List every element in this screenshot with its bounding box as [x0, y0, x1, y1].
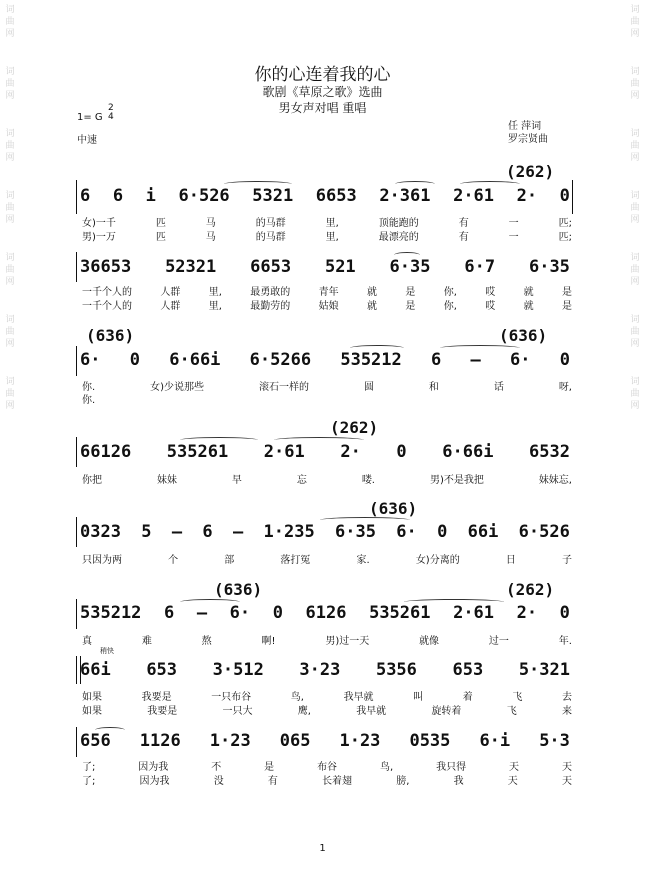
note-group: 6·i [479, 731, 511, 751]
song-title: 你的心连着我的心 [254, 65, 391, 85]
watermark-char: 曲 [5, 79, 15, 89]
bar-line [76, 599, 77, 629]
lyric: 青年 [318, 287, 339, 298]
lyric: 鸟, [379, 762, 394, 773]
lyric: 女)分离的 [415, 555, 460, 566]
slur-arc [95, 727, 125, 733]
lyric: 啊! [261, 636, 276, 647]
watermark-char: 词 [5, 5, 15, 15]
lyric: 一 [508, 218, 519, 229]
time-signature-top: 2 [108, 103, 114, 113]
lyric: 了; [82, 776, 96, 787]
chord-marking: (262) [506, 580, 555, 599]
lyric: 最勤劳的 [250, 301, 291, 312]
watermark-char: 网 [630, 401, 640, 411]
song-subtitle: 歌剧《草原之歌》选曲 [262, 85, 383, 99]
lyric: 有 [458, 232, 469, 243]
lyric: 圆 [363, 382, 374, 393]
lyric: 喽. [361, 475, 375, 486]
lyric: 只因为两 [82, 555, 122, 566]
lyric: 男)一万 [82, 232, 116, 243]
note-group: 1·235 [263, 522, 315, 542]
watermark-char: 曲 [630, 327, 640, 337]
lyric: 家. [356, 555, 370, 566]
lyric: 就 [366, 301, 377, 312]
bar-line [76, 656, 77, 684]
lyric-line [82, 632, 572, 647]
note-group: 0 [559, 350, 570, 370]
watermark-char: 词 [5, 191, 15, 201]
note-group: 656 [80, 731, 111, 751]
lyric: 是 [561, 301, 572, 312]
note-group: 6 [112, 186, 124, 206]
lyric: 就 [366, 287, 377, 298]
lyric: 我早就 [356, 706, 387, 717]
note-group: 6· [229, 603, 251, 623]
note-group: 6·526 [178, 186, 230, 206]
note-group: 653 [452, 660, 484, 680]
lyric-line [82, 297, 572, 312]
note-group: 653 [146, 660, 178, 680]
watermark-char: 网 [5, 215, 15, 225]
lyric: 来 [561, 706, 572, 717]
lyric-line [82, 688, 572, 703]
note-group: 6·66i [169, 350, 221, 370]
lyric: 了; [82, 762, 96, 773]
note-group: 535212 [340, 350, 402, 370]
lyric: 一只布谷 [211, 692, 252, 703]
lyric: 个 [168, 555, 179, 566]
watermark-char: 曲 [5, 265, 15, 275]
watermark-char: 曲 [5, 17, 15, 27]
lyric: 落打冤 [280, 555, 311, 566]
note-group: 6·7 [464, 257, 496, 277]
watermark-char: 词 [630, 377, 640, 387]
lyric: 一千个人的 [82, 301, 132, 312]
lyric: 如果 [82, 706, 102, 717]
note-group: 535261 [369, 603, 431, 623]
lyric: 女)一千 [82, 218, 116, 229]
note-group: 2· [340, 442, 361, 462]
notation-row [80, 186, 570, 206]
lyric: 姑娘 [318, 301, 339, 312]
note-group: 6·35 [335, 522, 376, 542]
chord-marking: (636) [499, 326, 548, 345]
lyric: 过一 [488, 636, 509, 647]
lyric: 年. [558, 636, 572, 647]
note-group: 6 [202, 522, 213, 542]
note-group: 065 [279, 731, 311, 751]
lyric: 是 [264, 762, 275, 773]
lyric-line [82, 702, 572, 717]
slur-arc [394, 252, 420, 258]
watermark-char: 词 [630, 253, 640, 263]
watermark-char: 曲 [5, 203, 15, 213]
note-group: 5·321 [518, 660, 570, 680]
note-group: 6532 [529, 442, 570, 462]
lyric: 你, [443, 301, 457, 312]
note-group: 5 [141, 522, 152, 542]
lyric: 天 [561, 776, 572, 787]
lyric: 妹妹忘, [538, 475, 572, 486]
slur-arc [274, 437, 364, 443]
watermark-char: 网 [630, 277, 640, 287]
lyric: 哎 [485, 287, 496, 298]
slur-arc [460, 181, 520, 187]
note-group: 66i [80, 660, 111, 680]
chord-marking: (262) [506, 162, 555, 181]
lyric: 我早就 [343, 692, 374, 703]
note-group: 6·66i [442, 442, 494, 462]
watermark-char: 曲 [630, 389, 640, 399]
note-group: 6·526 [518, 522, 570, 542]
lyric: 日 [505, 555, 516, 566]
lyric: 人群 [160, 301, 181, 312]
lyric: 哎 [485, 301, 496, 312]
lyric: 是 [405, 301, 416, 312]
lyric: 男)不是我把 [429, 475, 484, 486]
note-group: — [470, 350, 481, 370]
note-group: 1·23 [209, 731, 251, 751]
watermark-char: 词 [630, 129, 640, 139]
lyric: 布谷 [317, 762, 338, 773]
note-group: 2·61 [453, 186, 495, 206]
note-group: 6·35 [528, 257, 570, 277]
lyric: 我只得 [436, 762, 467, 773]
bar-line [76, 346, 77, 376]
note-group: — [171, 522, 183, 542]
watermark-char: 网 [5, 91, 15, 101]
note-group: 1126 [139, 731, 181, 751]
lyric: 里, [208, 287, 222, 298]
lyric: 膀, [396, 776, 410, 787]
tempo-change-marking: 稍快 [100, 647, 114, 655]
performance-note: 男女声对唱 重唱 [278, 101, 367, 115]
chord-marking: (262) [330, 418, 379, 437]
lyric: 滚石一样的 [259, 382, 309, 393]
note-group: 6 [431, 350, 442, 370]
lyric: 飞 [512, 692, 523, 703]
watermark-char: 词 [630, 191, 640, 201]
lyric: 的马群 [255, 232, 286, 243]
note-group: 0 [272, 603, 283, 623]
bar-line [76, 252, 77, 282]
key-signature: 1= G [77, 112, 103, 123]
note-group: 0 [396, 442, 407, 462]
note-group: 0 [129, 350, 140, 370]
chord-marking: (636) [214, 580, 263, 599]
lyric: 一 [508, 232, 519, 243]
composer-credit: 罗宗贤曲 [508, 134, 548, 145]
notation-row [80, 731, 570, 751]
note-group: 0323 [80, 522, 121, 542]
lyric-line [82, 228, 572, 243]
lyric: 我 [453, 776, 464, 787]
lyric: 男)过一天 [325, 636, 370, 647]
lyric-line [82, 471, 572, 486]
lyric: 我要是 [147, 706, 178, 717]
lyric: 你. [82, 382, 96, 393]
lyric: 你把 [82, 475, 102, 486]
lyric: 匹 [155, 218, 166, 229]
watermark-char: 网 [5, 153, 15, 163]
lyric: 飞 [506, 706, 517, 717]
lyric: 匹; [558, 218, 572, 229]
lyric-line [82, 214, 572, 229]
note-group: 6 [164, 603, 175, 623]
notation-row [80, 350, 570, 370]
note-group: 0 [437, 522, 448, 542]
lyric: 和 [428, 382, 439, 393]
watermark-char: 词 [630, 67, 640, 77]
lyric: 子 [561, 555, 572, 566]
lyric: 忘 [296, 475, 307, 486]
watermark-char: 网 [5, 401, 15, 411]
watermark-char: 曲 [5, 327, 15, 337]
note-group: 6· [80, 350, 101, 370]
bar-line [76, 517, 77, 547]
lyric: 里, [325, 218, 339, 229]
note-group: 535212 [80, 603, 142, 623]
note-group: 66i [467, 522, 499, 542]
note-group: 6653 [250, 257, 292, 277]
note-group: 0 [559, 603, 570, 623]
lyric-line [82, 378, 572, 393]
lyric: 最勇敢的 [250, 287, 291, 298]
note-group: 66126 [80, 442, 132, 462]
lyric: 妹妹 [156, 475, 177, 486]
lyric: 匹 [155, 232, 166, 243]
note-group: 2· [516, 186, 538, 206]
lyric: 就 [523, 287, 534, 298]
bar-line [76, 727, 77, 757]
lyric: 女)少说那些 [150, 382, 205, 393]
note-group: 6126 [305, 603, 347, 623]
note-group: 3·512 [212, 660, 264, 680]
lyric: 部 [224, 555, 235, 566]
bar-line [572, 180, 573, 214]
note-group: — [196, 603, 208, 623]
lyric: 天 [507, 776, 518, 787]
notation-row [80, 603, 570, 623]
lyric: 匹; [558, 232, 572, 243]
note-group: 6653 [315, 186, 357, 206]
lyric: 难 [141, 636, 152, 647]
lyric: 因为我 [139, 776, 170, 787]
lyric: 一千个人的 [82, 287, 132, 298]
note-group: 0535 [409, 731, 451, 751]
lyricist-credit: 任 萍词 [508, 121, 542, 132]
watermark-char: 词 [5, 377, 15, 387]
lyric: 天 [509, 762, 520, 773]
bar-line [76, 437, 77, 467]
slur-arc [395, 181, 435, 187]
note-group: 5·3 [539, 731, 570, 751]
lyric: 鸟, [290, 692, 304, 703]
watermark-char: 网 [5, 339, 15, 349]
note-group: 36653 [80, 257, 132, 277]
note-group: 6·5266 [249, 350, 312, 370]
watermark-char: 词 [5, 129, 15, 139]
lyric: 话 [493, 382, 504, 393]
note-group: 3·23 [299, 660, 341, 680]
note-group: 6·35 [389, 257, 431, 277]
lyric: 有 [267, 776, 278, 787]
lyric: 早 [231, 475, 242, 486]
watermark-char: 词 [5, 315, 15, 325]
note-group: 52321 [165, 257, 217, 277]
watermark-char: 曲 [630, 265, 640, 275]
notation-row [80, 522, 570, 542]
slur-arc [350, 345, 404, 351]
lyric: 是 [561, 287, 572, 298]
slur-arc [440, 345, 520, 351]
watermark-char: 网 [630, 91, 640, 101]
lyric: 最漂亮的 [378, 232, 419, 243]
watermark-char: 曲 [5, 389, 15, 399]
lyric: 人群 [160, 287, 181, 298]
note-group: — [232, 522, 244, 542]
lyric: 一只大 [222, 706, 253, 717]
lyric-line [82, 758, 572, 773]
lyric: 你. [82, 395, 96, 406]
lyric: 里, [208, 301, 222, 312]
bar-line [76, 180, 77, 214]
lyric: 天 [561, 762, 572, 773]
lyric: 真 [82, 636, 92, 647]
note-group: 5321 [252, 186, 294, 206]
slur-arc [224, 181, 292, 187]
lyric-line [82, 551, 572, 566]
note-group: i [145, 186, 156, 206]
watermark-char: 曲 [630, 141, 640, 151]
lyric: 的马群 [255, 218, 286, 229]
page-number: 1 [319, 843, 326, 854]
watermark-char: 曲 [630, 203, 640, 213]
watermark-char: 曲 [630, 17, 640, 27]
slur-arc [320, 517, 410, 523]
lyric: 马 [205, 232, 216, 243]
lyric: 你, [443, 287, 457, 298]
lyric: 去 [561, 692, 572, 703]
lyric: 马 [205, 218, 216, 229]
slur-arc [404, 599, 504, 605]
lyric: 里, [325, 232, 339, 243]
lyric: 熬 [201, 636, 212, 647]
time-signature-bottom: 4 [108, 112, 114, 122]
lyric: 因为我 [138, 762, 169, 773]
lyric: 就 [523, 301, 534, 312]
watermark-char: 词 [5, 67, 15, 77]
lyric: 鹰, [297, 706, 311, 717]
watermark-char: 曲 [630, 79, 640, 89]
watermark-char: 网 [630, 29, 640, 39]
tempo-marking: 中速 [77, 135, 97, 146]
slur-arc [180, 437, 258, 443]
watermark-char: 词 [630, 5, 640, 15]
lyric: 没 [213, 776, 224, 787]
watermark-char: 网 [5, 277, 15, 287]
watermark-char: 曲 [5, 141, 15, 151]
slur-arc [180, 599, 240, 605]
lyric: 有 [458, 218, 469, 229]
lyric: 顶能跑的 [378, 218, 419, 229]
lyric-line [82, 772, 572, 787]
lyric: 我要是 [141, 692, 172, 703]
chord-marking: (636) [86, 326, 135, 345]
lyric: 不 [211, 762, 222, 773]
watermark-char: 网 [5, 29, 15, 39]
note-group: 5356 [375, 660, 417, 680]
lyric: 如果 [82, 692, 102, 703]
watermark-char: 词 [630, 315, 640, 325]
note-group: 2· [516, 603, 538, 623]
note-group: 6 [80, 186, 91, 206]
lyric: 叫 [413, 692, 424, 703]
note-group: 6· [510, 350, 531, 370]
lyric: 旋转着 [431, 706, 462, 717]
note-group: 535261 [166, 442, 229, 462]
notation-row [80, 257, 570, 277]
note-group: 2·361 [379, 186, 431, 206]
note-group: 6· [396, 522, 417, 542]
lyric: 就像 [419, 636, 440, 647]
watermark-char: 网 [630, 153, 640, 163]
lyric-line [82, 391, 95, 406]
note-group: 1·23 [339, 731, 381, 751]
note-group: 521 [324, 257, 356, 277]
lyric: 呀, [558, 382, 572, 393]
note-group: 0 [559, 186, 570, 206]
lyric-line [82, 283, 572, 298]
notation-row [80, 442, 570, 462]
note-group: 2·61 [453, 603, 495, 623]
chord-marking: (636) [369, 499, 418, 518]
time-signature [108, 104, 114, 122]
watermark-char: 网 [630, 339, 640, 349]
notation-row [80, 660, 570, 680]
lyric: 长着翅 [322, 776, 353, 787]
note-group: 2·61 [263, 442, 305, 462]
watermark-char: 词 [5, 253, 15, 263]
lyric: 是 [405, 287, 416, 298]
watermark-char: 网 [630, 215, 640, 225]
lyric: 着 [462, 692, 473, 703]
